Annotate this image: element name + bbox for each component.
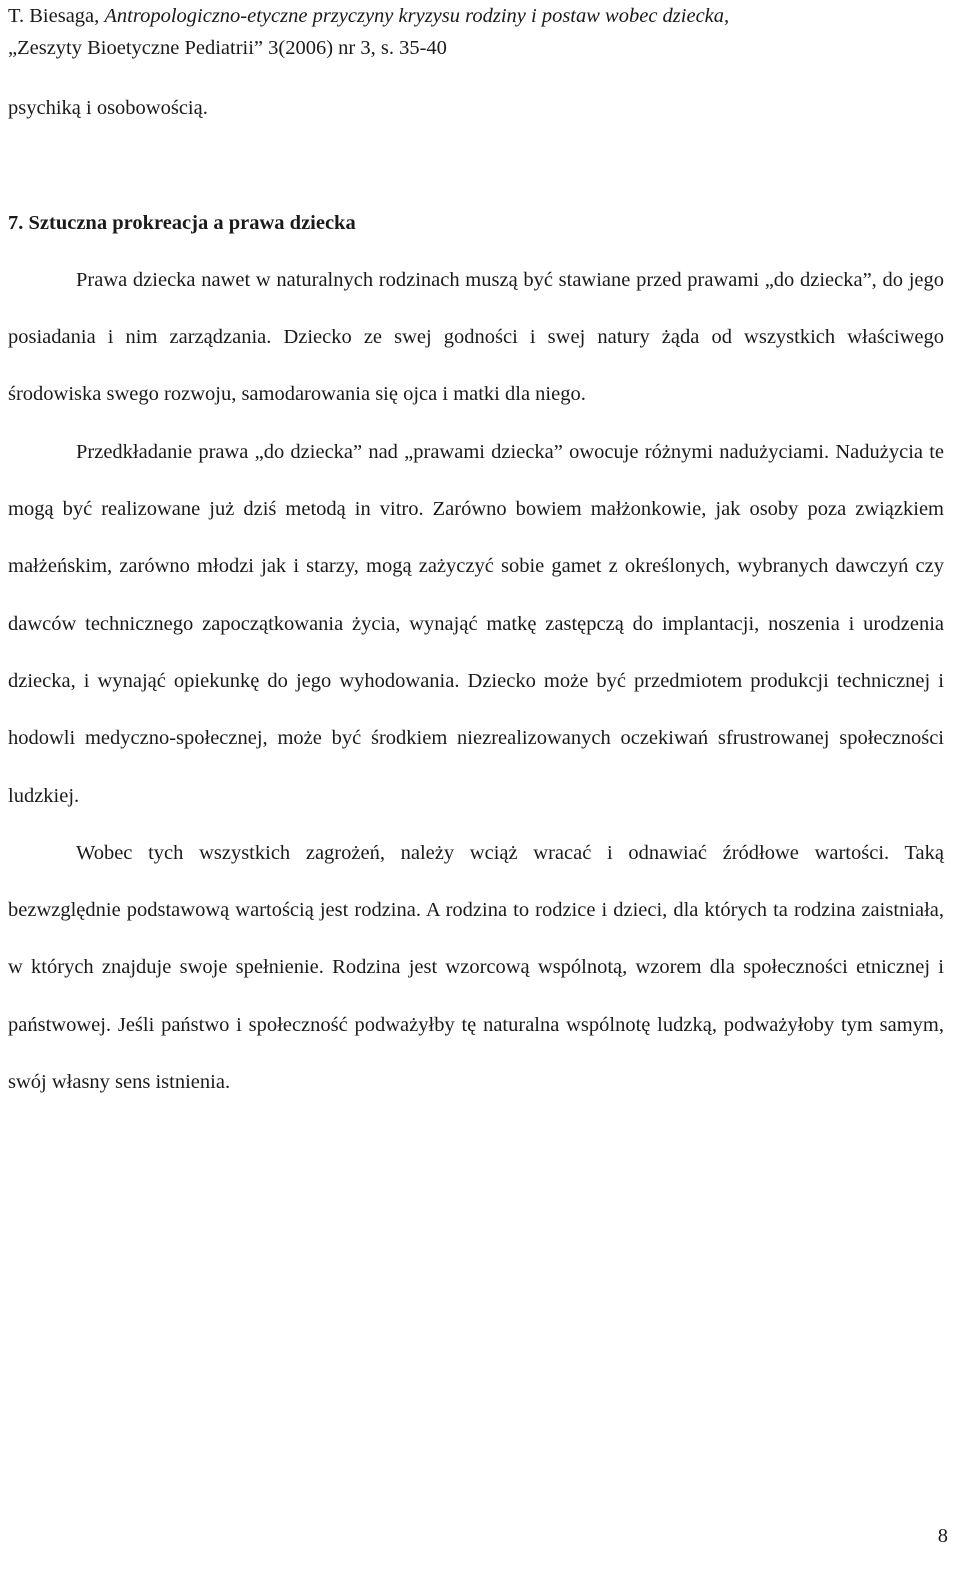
section-heading: 7. Sztuczna prokreacja a prawa dziecka: [8, 211, 356, 234]
citation-author: T. Biesaga,: [8, 5, 100, 27]
page-number: 8: [937, 1525, 948, 1547]
paragraph-3: Wobec tych wszystkich zagrożeń, należy wciąż wracać i odnawiać źródłowe wartości. Taką bezwzględnie podstawową wartością jest rodzina. A rodzina to rodzice i dzieci, dla których ta rodzina zaistniała, w których znajduje swoje spełnienie. Rodzina jest wzorcową wspólnotą, wzorem dla społeczności etnicznej i państwowej. Jeśli państwo i społeczność podważyłby tę naturalna wspólnotę ludzką, podważyłoby tym samym, swój własny sens istnienia.: [8, 841, 944, 1094]
page-body: [8, 80, 944, 1111]
continued-text: psychiką i osobowością.: [8, 97, 208, 119]
paragraph-2: Przedkładanie prawa „do dziecka” nad „prawami dziecka” owocuje różnymi nadużyciami. Nadużycia te mogą być realizowane już dziś metodą in vitro. Zarówno bowiem małżonkowie, jak osoby poza związkiem małżeńskim, zarówno młodzi jak i starzy, mogą zażyczyć sobie gamet z określonych, wybranych dawczyń czy dawców technicznego zapoczątkowania życia, wynająć matkę zastępczą do implantacji, noszenia i urodzenia dziecka, i wynająć opiekunkę do jego wyhodowania. Dziecko może być przedmiotem produkcji technicznej i hodowli medyczno-społecznej, może być środkiem niezrealizowanych oczekiwań sfrustrowanej społeczności ludzkiej.: [8, 440, 944, 807]
citation-header: [8, 0, 948, 64]
paragraph-1: Prawa dziecka nawet w naturalnych rodzinach muszą być stawiane przed prawami „do dziecka”, do jego posiadania i nim zarządzania. Dziecko ze swej godności i swej natury żąda od wszystkich właściwego środowiska swego rozwoju, samodarowania się ojca i matki dla niego.: [8, 268, 944, 406]
citation-title: Antropologiczno-etyczne przyczyny kryzysu rodziny i postaw wobec dziecka,: [104, 5, 730, 27]
citation-source: „Zeszyty Bioetyczne Pediatrii” 3(2006) nr 3, s. 35-40: [8, 37, 447, 59]
